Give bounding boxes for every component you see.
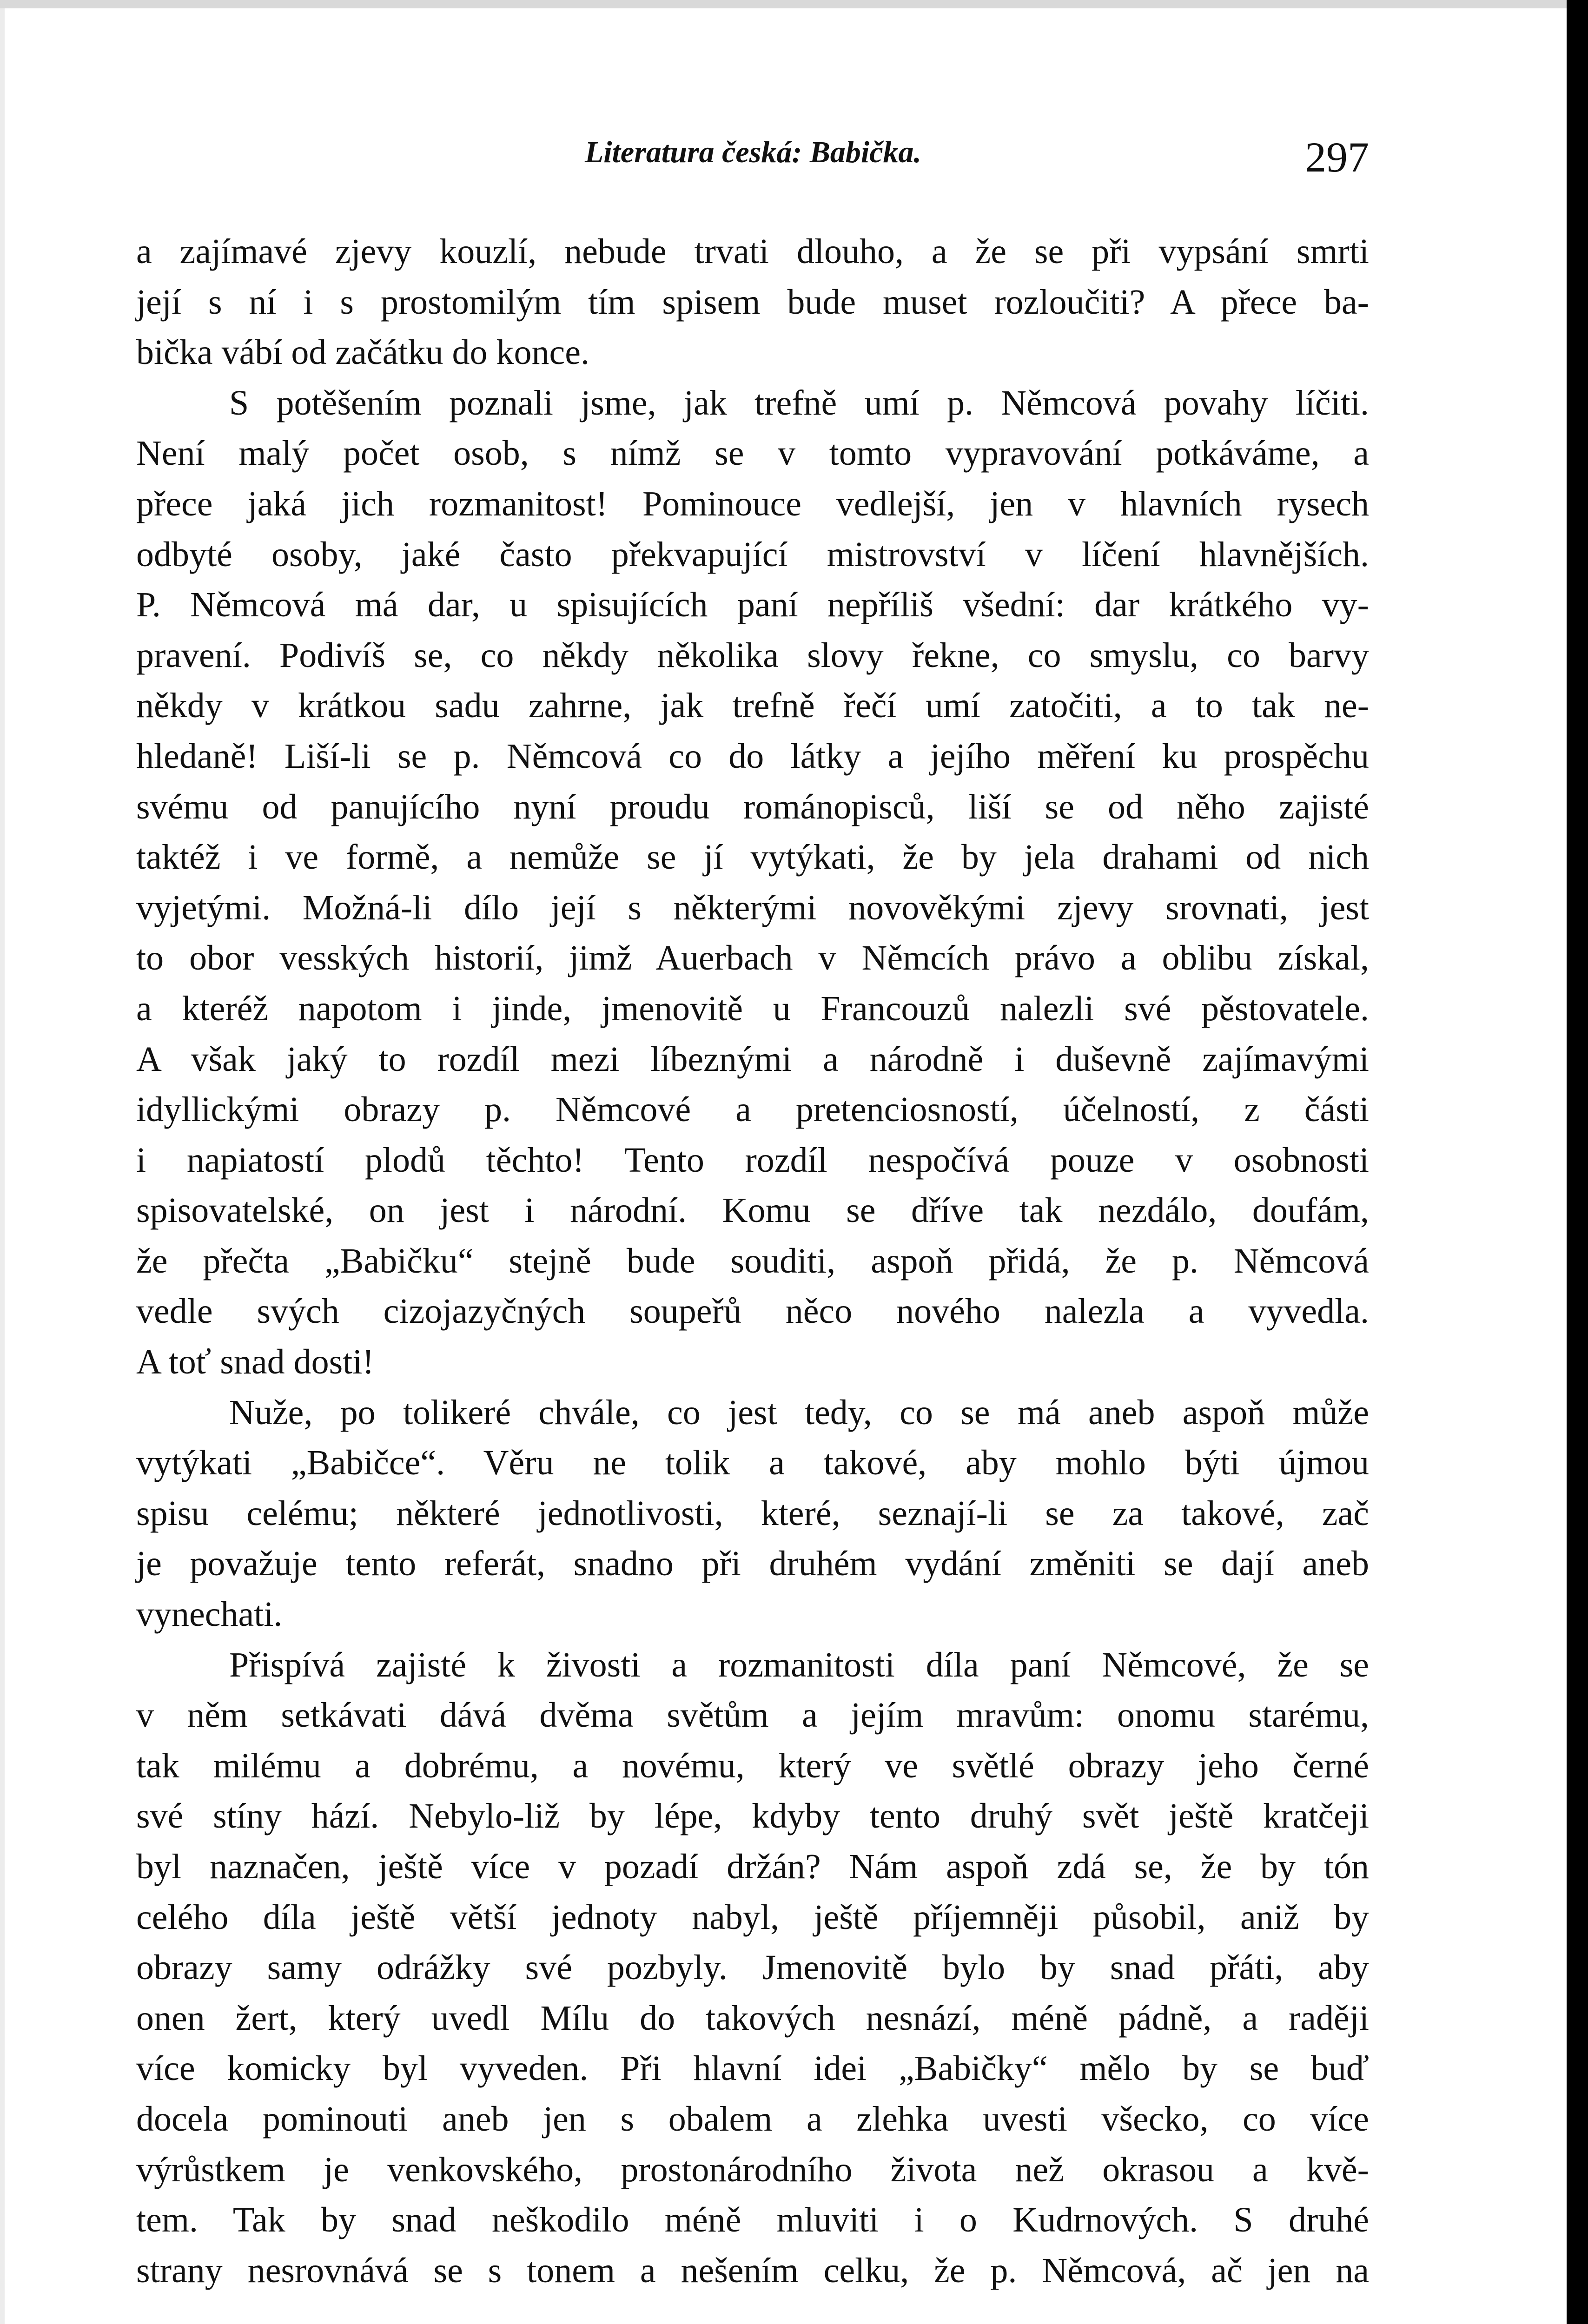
text-line: přece jaká jich rozmanitost! Pominouce vedlejší, jen v hlavních rysech [136,484,1369,523]
text-line: tak milému a dobrému, a novému, který ve světlé obrazy jeho černé [136,1746,1369,1785]
body-text [136,226,1369,2296]
text-line: idyllickými obrazy p. Němcové a pretenciosností, účelností, z části [136,1090,1369,1129]
text-line: vynechati. [136,1595,283,1634]
text-line: i napiatostí plodů těchto! Tento rozdíl nespočívá pouze v osobnosti [136,1140,1369,1180]
text-line: Přispívá zajisté k živosti a rozmanitosti díla paní Němcové, že se [229,1645,1369,1684]
text-line: hledaně! Liší-li se p. Němcová co do látky a jejího měření ku prospěchu [136,736,1369,776]
text-line: docela pominouti aneb jen s obalem a zlehka uvesti všecko, co více [136,2099,1369,2139]
text-line: A však jaký to rozdíl mezi líbeznými a národně i duševně zajímavými [136,1039,1369,1079]
scan-left-edge [0,0,5,2324]
text-line: spisu celému; některé jednotlivosti, které, seznají-li se za takové, zač [136,1493,1369,1533]
page-number: 297 [1305,133,1369,181]
text-line: strany nesrovnává se s tonem a nešením celku, že p. Němcová, ač jen na [136,2251,1369,2290]
text-line: někdy v krátkou sadu zahrne, jak trefně řečí umí zatočiti, a to tak ne- [136,686,1369,726]
text-line: v něm setkávati dává dvěma světům a jejím mravům: onomu starému, [136,1696,1369,1735]
text-line: a kteréž napotom i jinde, jmenovitě u Francouzů nalezli své pěstovatele. [136,989,1369,1028]
text-line: Není malý počet osob, s nímž se v tomto vypravování potkáváme, a [136,434,1369,473]
text-line: spisovatelské, on jest i národní. Komu se dříve tak nezdálo, doufám, [136,1191,1369,1230]
text-line: vytýkati „Babičce“. Věru ne tolik a takové, aby mohlo býti újmou [136,1443,1369,1483]
text-line: onen žert, který uvedl Mílu do takových nesnází, méně pádně, a raději [136,1998,1369,2038]
text-line: vyjetými. Možná-li dílo její s některými novověkými zjevy srovnati, jest [136,888,1369,927]
text-line: a zajímavé zjevy kouzlí, nebude trvati dlouho, a že se při vypsání smrti [136,232,1369,271]
text-line: obrazy samy odrážky své pozbyly. Jmenovitě bylo by snad přáti, aby [136,1948,1369,1987]
text-line: P. Němcová má dar, u spisujících paní nepříliš všední: dar krátkého vy- [136,585,1369,625]
text-line: své stíny hází. Nebylo-liž by lépe, kdyby tento druhý svět ještě kratčeji [136,1796,1369,1836]
text-line: odbyté osoby, jaké často překvapující mistrovství v líčení hlavnějších. [136,535,1369,574]
text-line: A toť snad dosti! [136,1342,374,1382]
scan-right-border [1567,0,1588,2324]
scan-top-edge [0,0,1567,8]
text-line: výrůstkem je venkovského, prostonárodního života než okrasou a kvě- [136,2150,1369,2189]
text-line: pravení. Podivíš se, co někdy několika slovy řekne, co smyslu, co barvy [136,635,1369,675]
text-line: svému od panujícího nyní proudu románopisců, liší se od něho zajisté [136,787,1369,826]
text-line: že přečta „Babičku“ stejně bude souditi, aspoň přidá, že p. Němcová [136,1241,1369,1281]
text-line: vedle svých cizojazyčných soupeřů něco nového nalezla a vyvedla. [136,1292,1369,1331]
text-line: více komicky byl vyveden. Při hlavní idei „Babičky“ mělo by se buď [136,2049,1369,2088]
text-line: byl naznačen, ještě více v pozadí držán? Nám aspoň zdá se, že by tón [136,1847,1369,1886]
text-line: její s ní i s prostomilým tím spisem bude muset rozloučiti? A přece ba- [136,282,1369,322]
text-line: to obor vesských historií, jimž Auerbach v Němcích právo a oblibu získal, [136,938,1369,978]
text-line: taktéž i ve formě, a nemůže se jí vytýkati, že by jela drahami od nich [136,838,1369,877]
text-line: tem. Tak by snad neškodilo méně mluviti i o Kudrnových. S druhé [136,2200,1369,2240]
text-line: S potěšením poznali jsme, jak trefně umí p. Němcová povahy líčiti. [229,383,1369,423]
text-line: bička vábí od začátku do konce. [136,333,589,372]
running-header: Literatura česká: Babička. [584,135,922,169]
text-line: je považuje tento referát, snadno při druhém vydání změniti se dají aneb [136,1544,1369,1584]
text-line: celého díla ještě větší jednoty nabyl, ještě příjemněji působil, aniž by [136,1897,1369,1937]
text-line: Nuže, po tolikeré chvále, co jest tedy, co se má aneb aspoň může [229,1393,1369,1432]
